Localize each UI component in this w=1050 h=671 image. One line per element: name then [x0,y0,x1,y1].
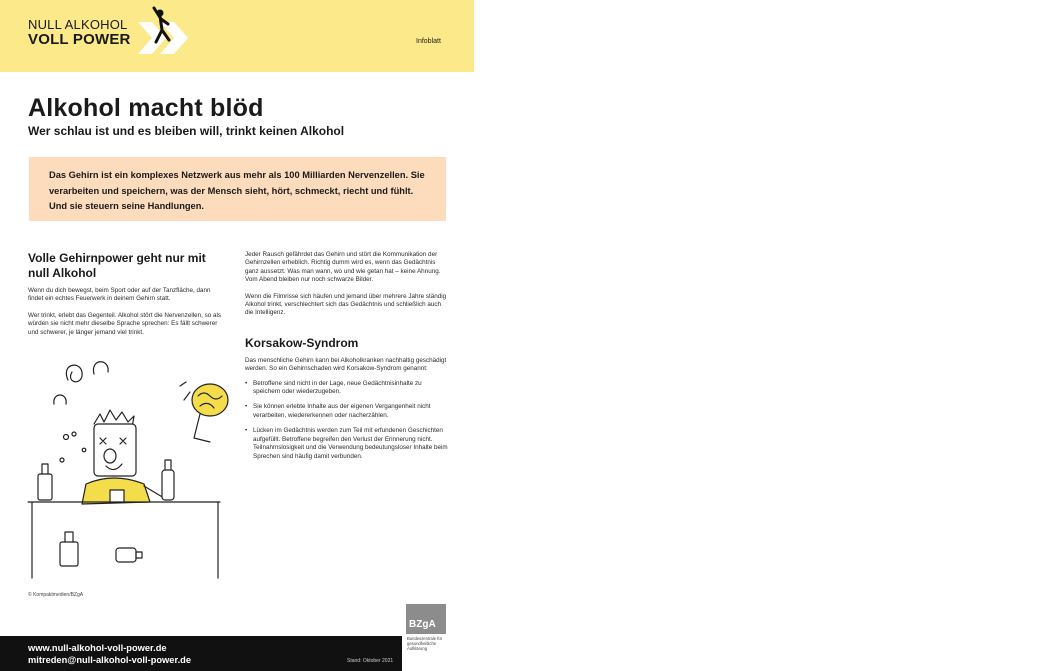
document-type-label: Infoblatt [416,38,441,45]
list-item: • Sie können erlebte Inhalte aus der eigenen Vergangenheit nicht verarbeiten, wiedererkennen oder nacherzählen. [245,403,449,420]
brand-line2: VOLL POWER [28,31,131,48]
left-paragraph-2: Wer trinkt, erlebt das Gegenteil. Alkohol stört die Nervenzellen, so als würden sie nicht mehr dieselbe Sprache sprechen: Es fällt schwerer und schwerer, je länger jemand viel trinkt. [28,311,222,336]
header-band [0,0,474,72]
revision-date: Stand: Oktober 2021 [347,658,394,664]
intro-text: Das Gehirn ist ein komplexes Netzwerk aus mehr als 100 Milliarden Nervenzellen. Sie verarbeiten und speichern, was der Mensch sieht, hört, schmeckt, riecht und fühlt. Und sie steuern seine Handlungen. [49,170,425,211]
right-paragraph-3: Das menschliche Gehirn kann bei Alkoholkranken nachhaltig geschädigt werden. So ein Gehirnschaden wird Korsakow-Syndrom genannt: [245,356,447,373]
infosheet-page [0,0,474,671]
list-item: • Lücken im Gedächtnis werden zum Teil mit erfundenen Geschichten aufgefüllt. Betroffene begreifen den Verlust der Erinnerung nicht. Teilnahmslosigkeit und die Verwendung bedeutungsloser Inhalte beim Sprechen sind häufig damit verbunden. [245,427,449,461]
drunk-cartoon-illustration [24,352,234,582]
bzga-subtitle: Bundeszentrale für gesundheitliche Aufklärung [407,636,443,651]
campaign-logo-icon [136,4,198,60]
page-title: Alkohol macht blöd [28,94,264,122]
left-heading: Volle Gehirnpower geht nur mit null Alkohol [28,251,206,280]
symptom-list [245,380,449,461]
left-paragraph-1: Wenn du dich bewegst, beim Sport oder auf der Tanzfläche, dann findet ein echtes Feuerwerk in deinem Gehirn statt. [28,287,211,303]
right-column [245,251,449,468]
brand-line1: NULL ALKOHOL [28,17,128,32]
left-column [28,251,224,337]
bzga-logo [406,604,446,634]
right-paragraph-2: Wenn die Filmrisse sich häufen und jemand über mehrere Jahre ständig Alkohol trinkt, verschlechtert sich das Gedächtnis und schließlich auch die Intelligenz. [245,292,447,317]
email-link[interactable]: mitreden@null-alkohol-voll-power.de [28,655,191,665]
right-paragraph-1: Jeder Rausch gefährdet das Gehirn und stört die Kommunikation der Gehirnzellen erheblich. Richtig dumm wird es, wenn das Gedächtnis ganz aussetzt. Was man wann, wo und wie getan hat – keine Ahnung. Vom Abend bleiben nur noch schwarze Bilder. [245,251,441,284]
image-credit: © Kompaktmedien/BZgA [28,592,84,598]
intro-box [29,157,446,221]
page-subtitle: Wer schlau ist und es bleiben will, trinkt keinen Alkohol [28,124,345,138]
list-item: • Betroffene sind nicht in der Lage, neue Gedächtnisinhalte zu speichern oder wiederzugeben. [245,380,449,397]
bzga-logo-text: BZgA [409,619,436,630]
website-link[interactable]: www.null-alkohol-voll-power.de [28,643,167,653]
footer-band [0,636,402,671]
korsakow-heading: Korsakow-Syndrom [245,335,359,350]
